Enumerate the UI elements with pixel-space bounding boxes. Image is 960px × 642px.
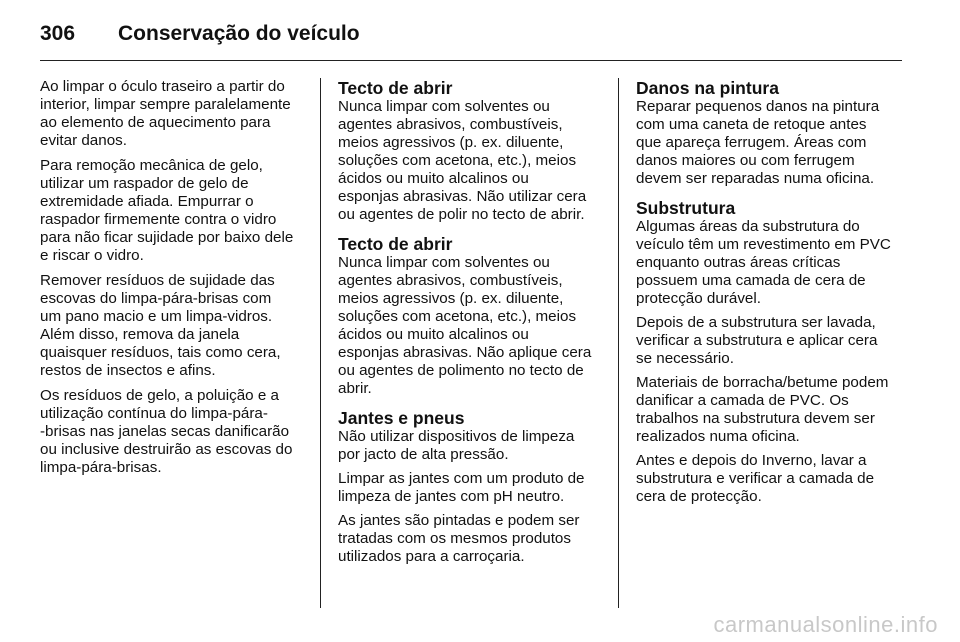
column-1 xyxy=(40,78,308,484)
page-title: Conservação do veículo xyxy=(118,22,360,45)
watermark: carmanualsonline.info xyxy=(713,612,938,637)
section-jantes-e-pneus xyxy=(338,408,606,566)
paragraph: Não utilizar dispositivos de limpeza por jacto de alta pressão. xyxy=(338,428,575,463)
section-heading: Jantes e pneus xyxy=(338,408,465,428)
paragraph: Para remoção mecânica de gelo, utilizar um raspador de gelo de extremidade afiada. Empurrar o raspador firmemente contra o vidro para não ficar sujidade por baixo dele e riscar o vidro. xyxy=(40,157,294,264)
paragraph: Ao limpar o óculo traseiro a partir do interior, limpar sempre paralelamente ao elemento de aquecimento para evitar danos. xyxy=(40,78,291,149)
paragraph: Limpar as jantes com um produto de limpeza de jantes com pH neutro. xyxy=(338,470,585,505)
column-divider xyxy=(618,78,619,608)
paragraph: Materiais de borracha/betume podem danificar a camada de PVC. Os trabalhos na substrutura devem ser realizados numa oficina. xyxy=(636,374,889,445)
section-tecto-de-abrir-2 xyxy=(338,234,606,398)
section-tecto-de-abrir xyxy=(338,78,606,224)
paragraph: Os resíduos de gelo, a poluição e a utilização contínua do limpa-pára- -brisas nas janelas secas danificarão ou inclusive destruirão as escovas do limpa-pára-brisas. xyxy=(40,387,293,476)
paragraph: Antes e depois do Inverno, lavar a substrutura e verificar a camada de cera de protecção. xyxy=(636,452,875,505)
section-heading: Danos na pintura xyxy=(636,78,779,98)
section-substrutura xyxy=(636,198,904,506)
section-danos-na-pintura xyxy=(636,78,904,188)
paragraph: Remover resíduos de sujidade das escovas do limpa-pára-brisas com um pano macio e um limpa-vidros. Além disso, remova da janela quaisquer resíduos, tais como cera, restos de insectos e afins. xyxy=(40,272,281,379)
section-heading: Tecto de abrir xyxy=(338,234,453,254)
section-heading: Tecto de abrir xyxy=(338,78,453,98)
paragraph: Depois de a substrutura ser lavada, verificar a substrutura e aplicar cera se necessário. xyxy=(636,314,878,367)
column-3 xyxy=(636,78,904,516)
paragraph: Algumas áreas da substrutura do veículo têm um revestimento em PVC enquanto outras áreas críticas possuem uma camada de cera de protecção durável. xyxy=(636,218,891,307)
paragraph: Nunca limpar com solventes ou agentes abrasivos, combustíveis, meios agressivos (p. ex. diluente, soluções com acetona, etc.), meios ácidos ou muito alcalinos ou esponjas abrasivas. Não aplique cera ou agentes de polimento no tecto de abrir. xyxy=(338,254,592,397)
section-heading: Substrutura xyxy=(636,198,736,218)
paragraph: As jantes são pintadas e podem ser tratadas com os mesmos produtos utilizados para a carroçaria. xyxy=(338,512,580,565)
column-divider xyxy=(320,78,321,608)
header-rule xyxy=(40,60,902,61)
paragraph: Reparar pequenos danos na pintura com uma caneta de retoque antes que apareça ferrugem. Áreas com danos maiores ou com ferrugem devem ser reparadas numa oficina. xyxy=(636,98,880,187)
page-number: 306 xyxy=(40,22,76,45)
page-header xyxy=(40,14,360,54)
paragraph: Nunca limpar com solventes ou agentes abrasivos, combustíveis, meios agressivos (p. ex. diluente, soluções com acetona, etc.), meios ácidos ou muito alcalinos ou esponjas abrasivas. Não utilizar cera ou agentes de polir no tecto de abrir. xyxy=(338,98,587,223)
column-2 xyxy=(338,78,606,576)
